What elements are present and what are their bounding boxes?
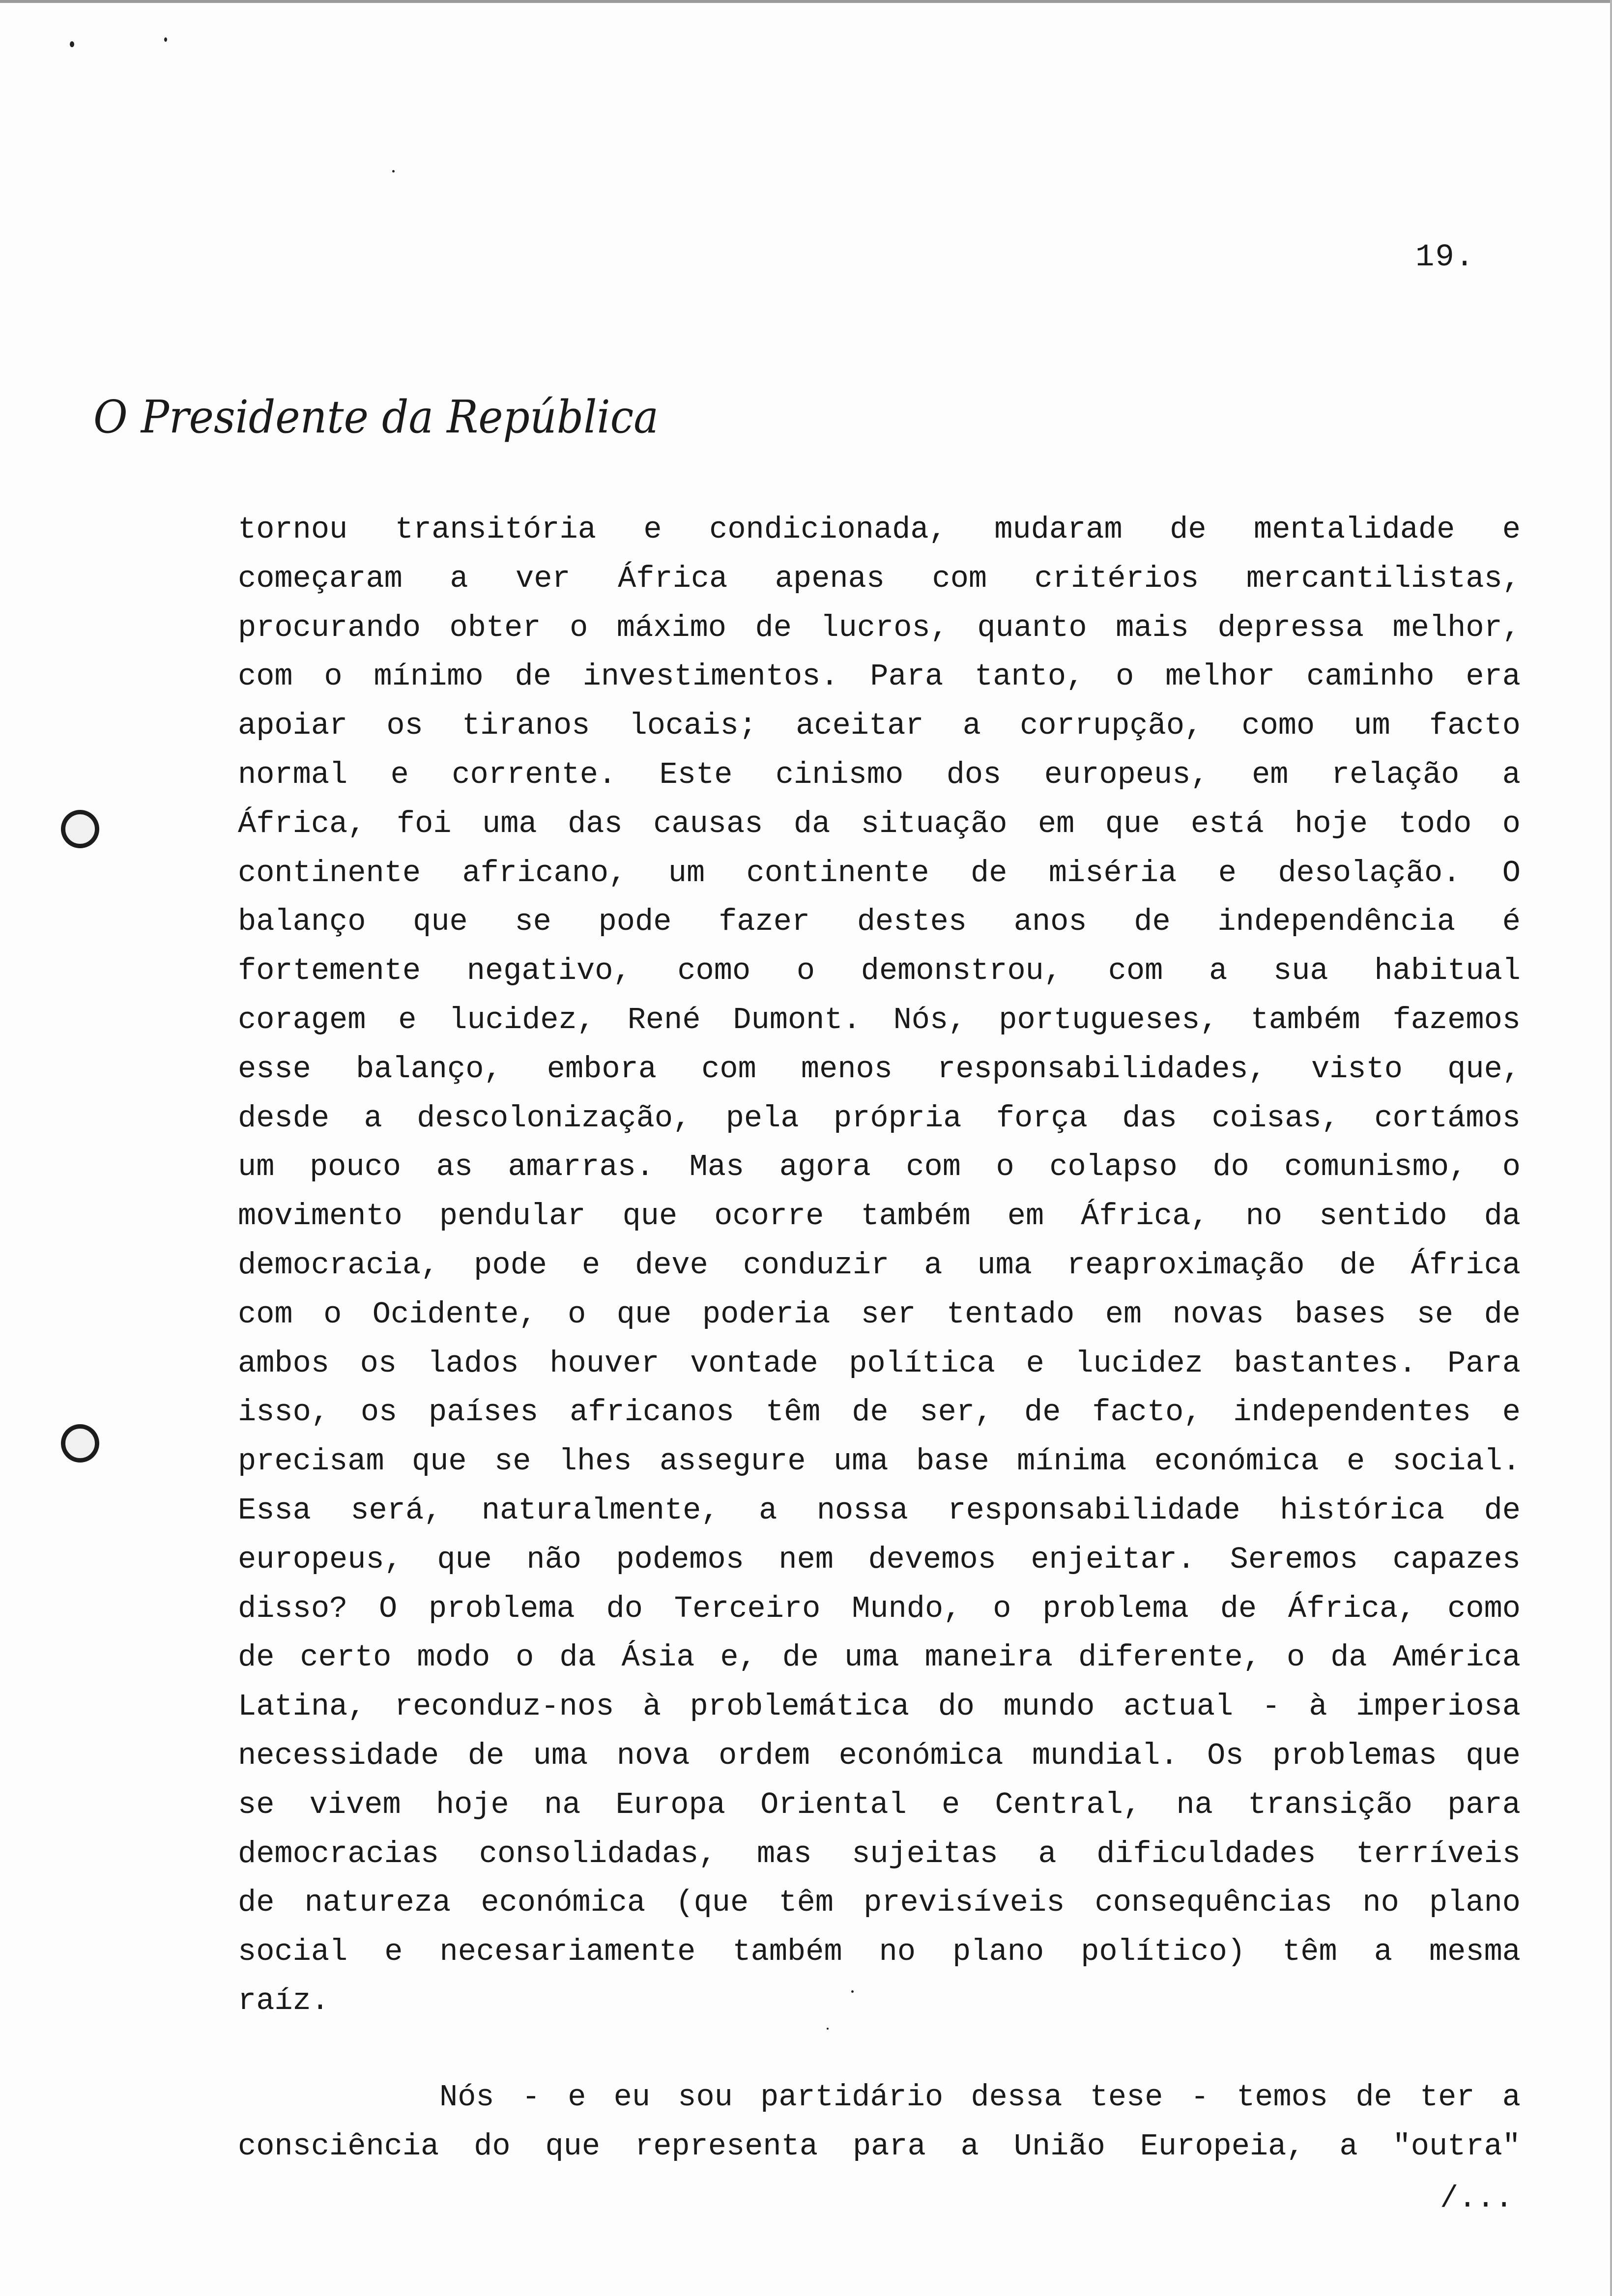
text-line: europeus, que não podemos nem devemos enjeitar. Seremos capazes: [238, 1542, 1521, 1577]
text-line: necessidade de uma nova ordem económica mundial. Os problemas que: [238, 1738, 1521, 1773]
text-line: democracias consolidadas, mas sujeitas a dificuldades terríveis: [238, 1836, 1521, 1871]
text-line: com o mínimo de investimentos. Para tanto, o melhor caminho era: [238, 659, 1521, 694]
letterhead-signature-logo: [88, 383, 678, 457]
paragraph-1: [238, 505, 1521, 2026]
text-line: começaram a ver África apenas com critérios mercantilistas,: [238, 561, 1521, 596]
text-line: desde a descolonização, pela própria força das coisas, cortámos: [238, 1100, 1521, 1136]
text-line: consciência do que representa para a União Europeia, a "outra": [238, 2128, 1521, 2164]
punch-hole-upper: [61, 810, 99, 848]
text-line: de natureza económica (que têm previsíveis consequências no plano: [238, 1885, 1521, 1921]
text-line: com o Ocidente, o que poderia ser tentado em novas bases se de: [238, 1296, 1521, 1332]
text-line: Essa será, naturalmente, a nossa responsabilidade histórica de: [238, 1492, 1521, 1528]
text-line: se vivem hoje na Europa Oriental e Central, na transição para: [238, 1787, 1521, 1822]
text-line: procurando obter o máximo de lucros, quanto mais depressa melhor,: [238, 610, 1521, 645]
text-line: movimento pendular que ocorre também em África, no sentido da: [238, 1199, 1521, 1234]
text-line: tornou transitória e condicionada, mudaram de mentalidade e: [238, 512, 1521, 547]
paragraph-2: [238, 2073, 1521, 2171]
text-line: social e necesariamente também no plano político) têm a mesma: [238, 1934, 1521, 1970]
text-line: África, foi uma das causas da situação em que está hoje todo o: [238, 806, 1521, 841]
text-line: isso, os países africanos têm de ser, de facto, independentes e: [238, 1395, 1521, 1430]
text-line: balanço que se pode fazer destes anos de independência é: [238, 904, 1521, 940]
text-line: ambos os lados houver vontade política e lucidez bastantes. Para: [238, 1346, 1521, 1381]
scan-speck: [392, 170, 395, 172]
text-line: esse balanço, embora com menos responsabilidades, visto que,: [238, 1051, 1521, 1087]
text-line: apoiar os tiranos locais; aceitar a corrupção, como um facto: [238, 708, 1521, 744]
text-line: normal e corrente. Este cinismo dos europeus, em relação a: [238, 757, 1521, 792]
page-number: 19.: [1415, 240, 1475, 275]
continuation-mark: /...: [1440, 2181, 1513, 2216]
text-line: Latina, reconduz-nos à problemática do mundo actual - à imperiosa: [238, 1689, 1521, 1724]
text-line: um pouco as amarras. Mas agora com o colapso do comunismo, o: [238, 1149, 1521, 1185]
text-line: precisam que se lhes assegure uma base mínima económica e social.: [238, 1444, 1521, 1479]
text-line: democracia, pode e deve conduzir a uma reaproximação de África: [238, 1247, 1521, 1283]
text-line: fortemente negativo, como o demonstrou, com a sua habitual: [238, 953, 1521, 989]
text-line: de certo modo o da Ásia e, de uma maneira diferente, o da América: [238, 1640, 1521, 1675]
scan-right-edge: [1610, 0, 1612, 2296]
scan-speck: [70, 41, 74, 47]
text-line: coragem e lucidez, René Dumont. Nós, portugueses, também fazemos: [238, 1002, 1521, 1037]
scan-speck: [164, 37, 167, 42]
text-line: disso? O problema do Terceiro Mundo, o problema de África, como: [238, 1591, 1521, 1626]
svg-text:O Presidente da República: O Presidente da República: [93, 391, 659, 443]
scan-top-edge: [0, 0, 1612, 3]
punch-hole-lower: [61, 1424, 99, 1463]
scan-speck: [827, 2028, 829, 2030]
text-line: continente africano, um continente de miséria e desolação. O: [238, 855, 1521, 890]
text-line: Nós - e eu sou partidário dessa tese - temos de ter a: [439, 2080, 1521, 2115]
text-line: raíz.: [238, 1983, 330, 2018]
